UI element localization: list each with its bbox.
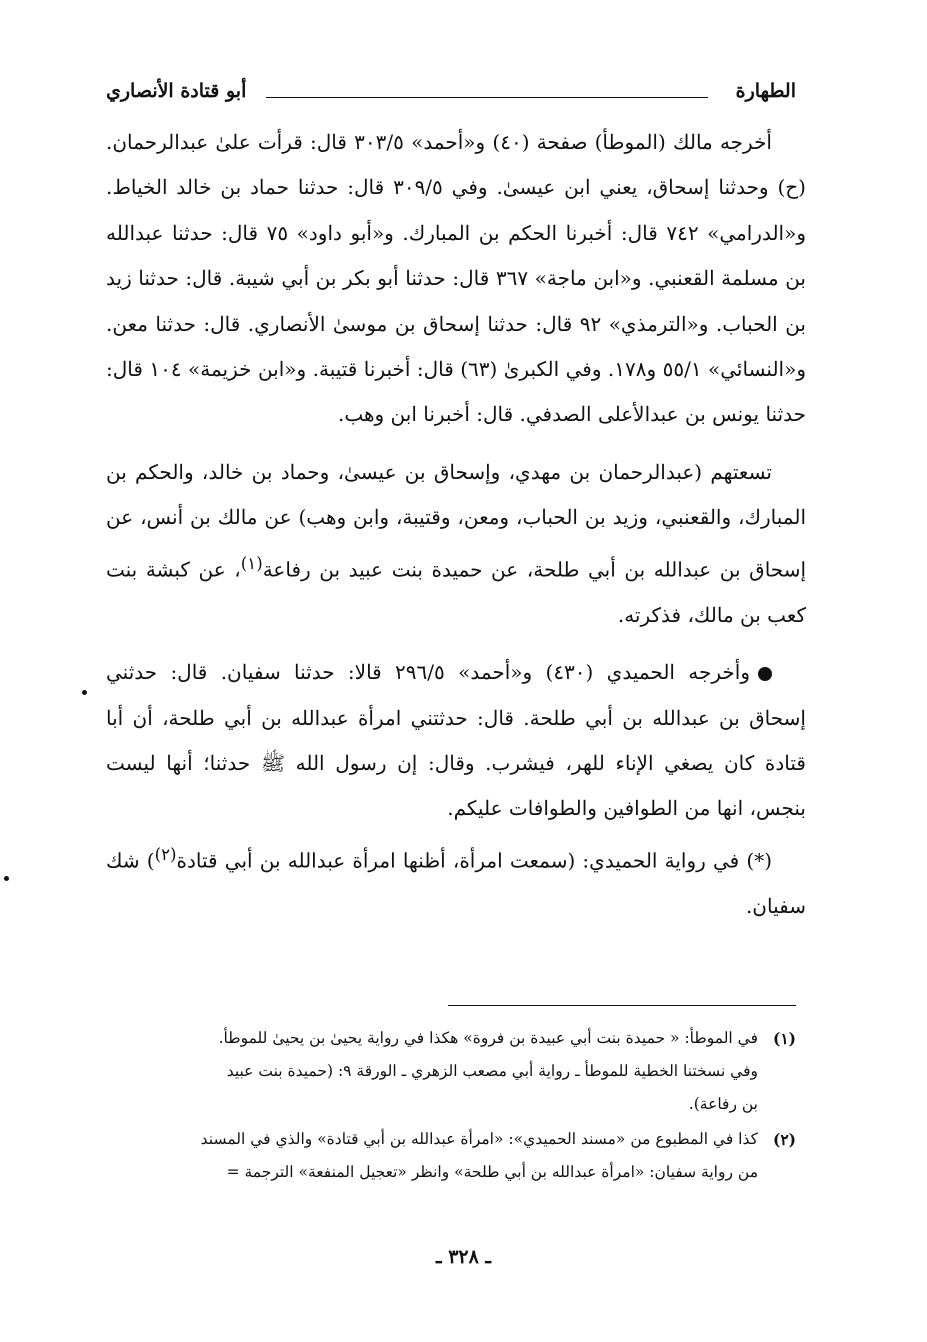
running-header [106,80,796,110]
paragraph-2: تسعتهم (عبدالرحمان بن مهدي، وإسحاق بن عيسىٰ، وحماد بن خالد، والحكم بن المبارك، والقعنبي، وزيد بن الحباب، ومعن، وقتيبة، وابن وهب) عن مالك بن أنس، عن إسحاق بن عبدالله بن أبي طلحة، عن حميدة بنت عبيد بن رفاعة$^{(١)}$، عن كبشة بنت كعب بن مالك، فذكرته. [106,459,807,627]
footnote-line: بن رفاعة). [688,1095,758,1113]
bullet-icon [758,667,772,681]
chapter-title: الطهارة [735,80,796,102]
paragraph-1: أخرجه مالك (الموطأ) صفحة (٤٠) و«أحمد» ٣٠٣/٥ قال: قرأت علىٰ عبدالرحمان. (ح) وحدثنا إسحاق، يعني ابن عيسىٰ. وفي ٣٠٩/٥ قال: حدثنا حماد بن خالد الخياط. و«الدرامي» ٧٤٢ قال: أخبرنا الحكم بن المبارك. و«أبو داود» ٧٥ قال: حدثنا عبدالله بن مسلمة القعنبي. و«ابن ماجة» ٣٦٧ قال: حدثنا أبو بكر بن أبي شيبة. قال: حدثنا زيد بن الحباب. و«الترمذي» ٩٢ قال: حدثنا إسحاق بن موسىٰ الأنصاري. قال: حدثنا معن. و«النسائي» ٥٥/١ و١٧٨. وفي الكبرىٰ (٦٣) قال: أخبرنا قتيبة. و«ابن خزيمة» ١٠٤ قال: حدثنا يونس بن عبدالأعلى الصدفي. قال: أخبرنا ابن وهب. [106,130,806,427]
footnote-line: في الموطأ: « حميدة بنت أبي عبيدة بن فروة» هكذا في رواية يحيىٰ بن يحيىٰ للموطأ. [218,1029,758,1047]
footnote-line: كذا في المطبوع من «مسند الحميدي»: «امرأة عبدالله بن أبي قتادة» والذي في المسند [200,1130,758,1148]
footnotes [106,1022,796,1191]
margin-speck [82,690,87,695]
section-title: أبو قتادة الأنصاري [106,80,247,102]
page-number: ـ ٣٢٨ ـ [436,1246,491,1268]
footnote-1 [106,1022,796,1121]
paragraph-4: (*) في رواية الحميدي: (سمعت امرأة، أظنها امرأة عبدالله بن أبي قتادة$^{(٢)}$) شك سفيان. [106,844,806,918]
footnote-number: (١) [772,1029,796,1048]
footnote-ref-1[interactable]: (١) [240,553,263,573]
header-rule [266,97,708,98]
footnote-2 [106,1123,796,1189]
paragraph-3: وأخرجه الحميدي (٤٣٠) و«أحمد» ٢٩٦/٥ قالا: حدثنا سفيان. قال: حدثني إسحاق بن عبدالله بن أبي طلحة. قال: حدثتني امرأة عبدالله بن أبي طلحة، أن أبا قتادة كان يصغي الإناء للهر، فيشرب. وقال: إن رسول الله ﷺ حدثنا؛ أنها ليست بنجس، انها من الطوافين والطوافات عليكم. [106,660,806,821]
footnote-ref-2[interactable]: (٢) [154,844,177,864]
footnote-number: (٢) [772,1130,796,1149]
footnote-rule [448,1005,796,1006]
footnote-line: وفي نسختنا الخطية للموطأ ـ رواية أبي مصعب الزهري ـ الورقة ٩: (حميدة بنت عبيد [226,1062,758,1080]
footnote-line: من رواية سفيان: «امرأة عبدالله بن أبي طلحة» وانظر «تعجيل المنفعة» الترجمة = [226,1163,758,1181]
margin-speck [4,876,9,881]
main-text [106,120,806,929]
